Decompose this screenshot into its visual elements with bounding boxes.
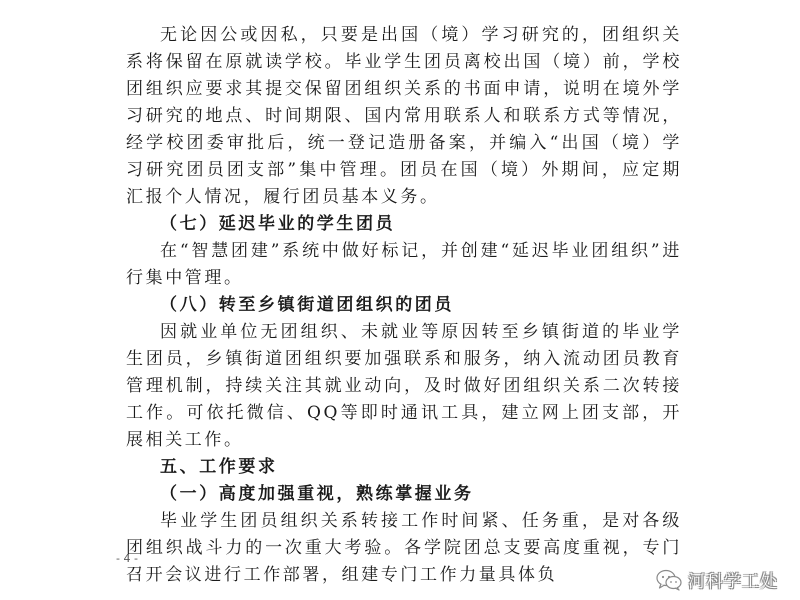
watermark-text: 河科学工处 <box>688 572 778 592</box>
page-number: - 4 - <box>116 552 138 565</box>
paragraph-attach-importance: 毕业学生团员组织关系转接工作时间紧、任务重，是对各级团组织战斗力的一次重大考验。各学院团总支要高度重视，专门召开会议进行工作部署，组建专门工作力量具体负 <box>126 511 682 585</box>
paragraph-township-transfer: 因就业单位无团组织、未就业等原因转至乡镇街道的毕业学生团员，乡镇街道团组织要加强联系和服务，纳入流动团员教育管理机制，持续关注其就业动向，及时做好团组织关系二次转接工作。可依托微信、QQ等即时通讯工具，建立网上团支部，开展相关工作。 <box>126 322 682 450</box>
heading-township-transfer: （八）转至乡镇街道团组织的团员 <box>160 295 454 315</box>
paragraph-delayed-graduation: 在“智慧团建”系统中做好标记，并创建“延迟毕业团组织”进行集中管理。 <box>126 241 682 288</box>
heading-delayed-graduation: （七）延迟毕业的学生团员 <box>160 214 396 234</box>
wechat-icon <box>656 569 682 591</box>
heading-attach-importance: （一）高度加强重视，熟练掌握业务 <box>160 484 474 504</box>
heading-work-requirements: 五、工作要求 <box>160 457 278 477</box>
watermark <box>656 567 778 592</box>
document-body <box>126 22 682 589</box>
paragraph-overseas-study: 无论因公或因私，只要是出国（境）学习研究的，团组织关系将保留在原就读学校。毕业学生团员离校出国（境）前，学校团组织应要求其提交保留团组织关系的书面申请，说明在境外学习研究的地点、时间期限、国内常用联系人和联系方式等情况，经学校团委审批后，统一登记造册备案，并编入“出国（境）学习研究团员团支部”集中管理。团员在国（境）外期间，应定期汇报个人情况，履行团员基本义务。 <box>126 25 682 207</box>
